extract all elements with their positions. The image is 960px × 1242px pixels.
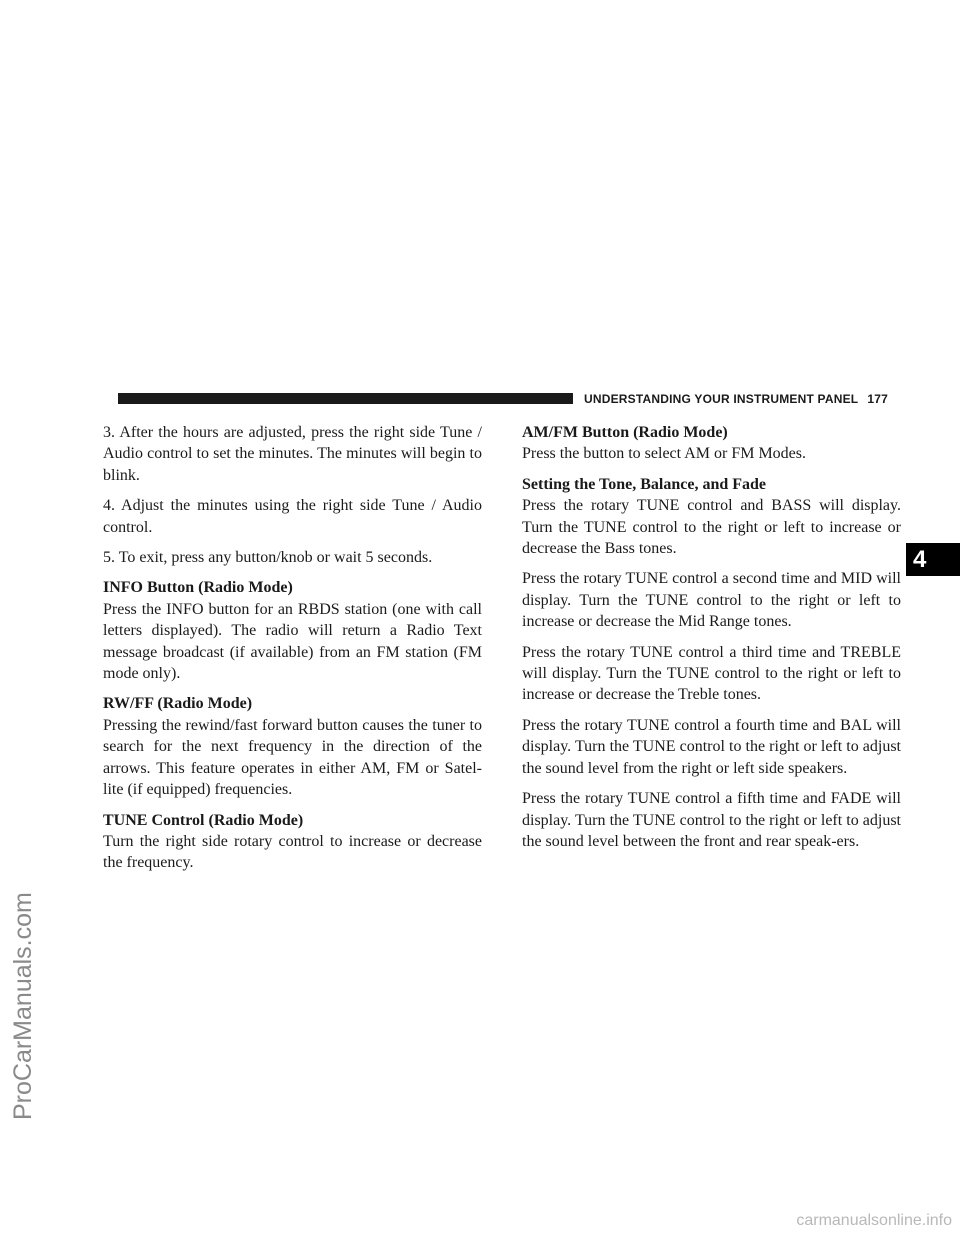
tune-heading: TUNE Control (Radio Mode) xyxy=(103,811,304,829)
amfm-body: Press the button to select AM or FM Modes. xyxy=(522,445,806,463)
info-heading: INFO Button (Radio Mode) xyxy=(103,579,293,597)
info-body: Press the INFO button for an RBDS station (one with call letters displayed). The radio will return a Radio Text message broadcast (if available) from an FM station (FM mode only). xyxy=(103,600,482,683)
step-3-paragraph: 3. After the hours are adjusted, press the right side Tune / Audio control to set the minutes. The minutes will begin to blink. xyxy=(103,424,482,484)
tone-bass-paragraph: Press the rotary TUNE control and BASS will display. Turn the TUNE control to the right or left to increase or decrease the Bass tones. xyxy=(522,497,901,558)
tone-balance-paragraph: Press the rotary TUNE control a fourth time and BAL will display. Turn the TUNE control to the right or left to adjust the sound level from the right or left side speakers. xyxy=(522,716,901,777)
tune-body: Turn the right side rotary control to increase or decrease the frequency. xyxy=(103,832,482,872)
tone-mid-paragraph: Press the rotary TUNE control a second time and MID will display. Turn the TUNE control to the right or left to increase or decrease the Mid Range tones. xyxy=(522,570,901,631)
header-rule xyxy=(118,393,573,404)
tone-treble-paragraph: Press the rotary TUNE control a third time and TREBLE will display. Turn the TUNE control to the right or left to increase or decrease the Treble tones. xyxy=(522,643,901,704)
chapter-tab: 4 xyxy=(906,543,960,576)
rwff-body: Pressing the rewind/fast forward button causes the tuner to search for the next frequency in the direction of the arrows. This feature operates in either AM, FM or Satel-lite (if equipped) frequencies. xyxy=(103,716,482,799)
tune-control-section xyxy=(103,810,482,874)
running-header xyxy=(584,392,888,406)
left-column xyxy=(103,422,482,883)
info-button-section xyxy=(103,577,482,684)
bottom-watermark: carmanualsonline.info xyxy=(796,1212,952,1229)
rwff-heading: RW/FF (Radio Mode) xyxy=(103,695,253,713)
right-column xyxy=(522,422,901,861)
header-title: UNDERSTANDING YOUR INSTRUMENT PANEL xyxy=(584,392,859,406)
amfm-section xyxy=(522,422,901,465)
amfm-heading: AM/FM Button (Radio Mode) xyxy=(522,424,728,441)
tone-fade-paragraph: Press the rotary TUNE control a fifth time and FADE will display. Turn the TUNE control to the right or left to adjust the sound level between the front and rear speak-ers. xyxy=(522,790,901,850)
step-5-paragraph: 5. To exit, press any button/knob or wait 5 seconds. xyxy=(103,549,433,567)
tone-section xyxy=(522,474,901,853)
rwff-section xyxy=(103,693,482,800)
side-watermark: ProCarManuals.com xyxy=(9,892,37,1120)
step-4-paragraph: 4. Adjust the minutes using the right side Tune / Audio control. xyxy=(103,497,482,536)
tone-heading: Setting the Tone, Balance, and Fade xyxy=(522,475,767,493)
page-number: 177 xyxy=(867,392,888,406)
